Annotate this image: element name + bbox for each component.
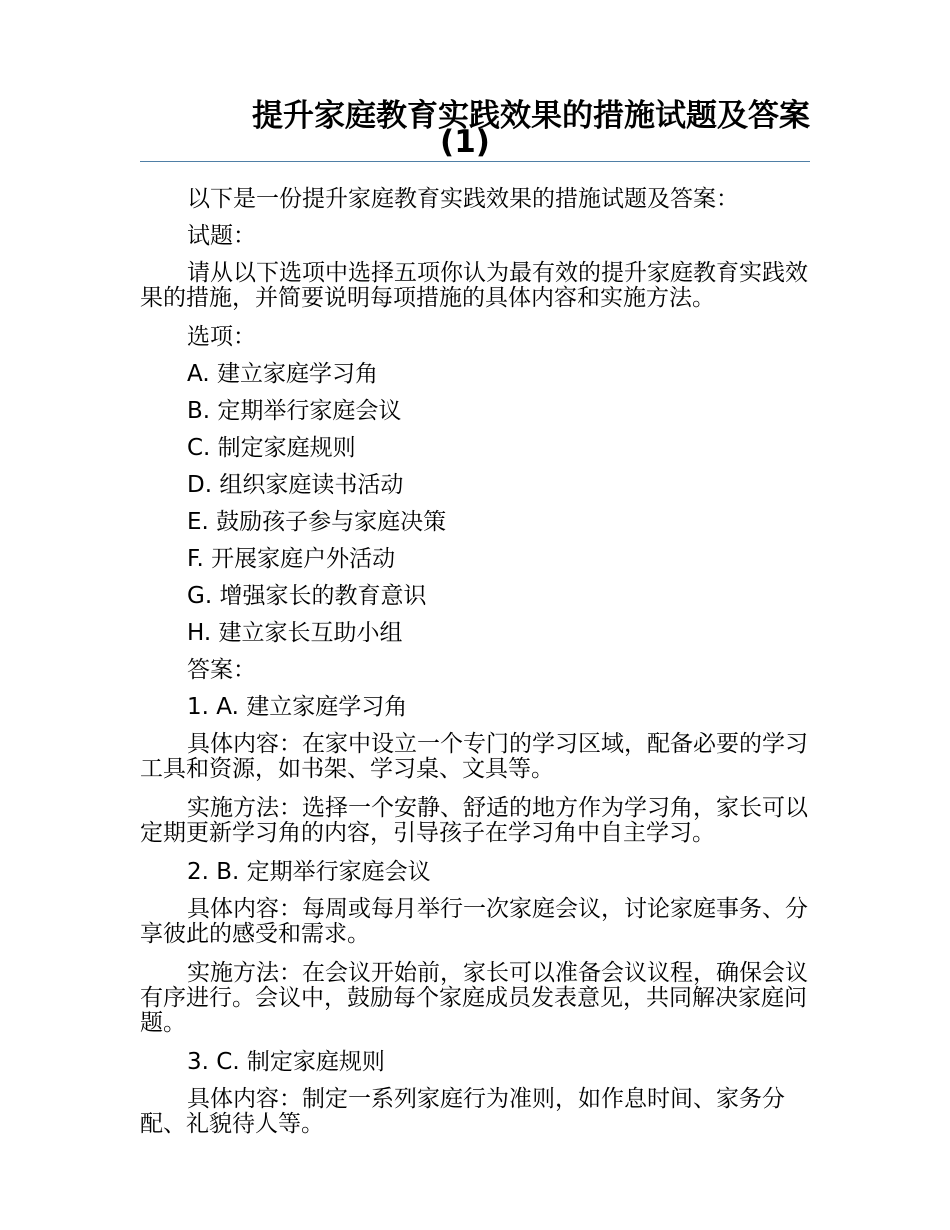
- intro-paragraph: 以下是一份提升家庭教育实践效果的措施试题及答案：: [187, 186, 739, 212]
- title-line-1: 提升家庭教育实践效果的措施试题及答案: [252, 98, 810, 134]
- answer-heading: 1. A. 建立家庭学习角: [187, 694, 408, 720]
- option-item: C. 制定家庭规则: [187, 435, 356, 461]
- option-item: A. 建立家庭学习角: [187, 361, 378, 387]
- answer-heading: 2. B. 定期举行家庭会议: [187, 859, 431, 885]
- document-body: [140, 181, 810, 1145]
- answer-method: 实施方法：选择一个安静、舒适的地方作为学习角，家长可以定期更新学习角的内容，引导孩子在学习角中自主学习。: [140, 795, 808, 846]
- answer-content: 具体内容：制定一系列家庭行为准则，如作息时间、家务分配、礼貌待人等。: [140, 1086, 785, 1137]
- answer-method: 实施方法：在会议开始前，家长可以准备会议议程，确保会议有序进行。会议中，鼓励每个家庭成员发表意见，共同解决家庭问题。: [140, 960, 808, 1036]
- question-text: 请从以下选项中选择五项你认为最有效的提升家庭教育实践效果的措施，并简要说明每项措施的具体内容和实施方法。: [140, 260, 808, 311]
- option-item: D. 组织家庭读书活动: [187, 472, 404, 498]
- document-title: [140, 100, 810, 158]
- title-line-2: (1): [440, 124, 490, 160]
- option-item: G. 增强家长的教育意识: [187, 583, 427, 609]
- option-item: F. 开展家庭户外活动: [187, 546, 396, 572]
- questions-heading: 试题：: [187, 223, 256, 249]
- option-item: B. 定期举行家庭会议: [187, 398, 402, 424]
- options-heading: 选项：: [187, 324, 256, 350]
- option-item: E. 鼓励孩子参与家庭决策: [187, 509, 447, 535]
- answers-heading: 答案：: [187, 657, 256, 683]
- answer-content: 具体内容：在家中设立一个专门的学习区域，配备必要的学习工具和资源，如书架、学习桌、文具等。: [140, 731, 808, 782]
- title-divider: [140, 161, 810, 162]
- option-item: H. 建立家长互助小组: [187, 620, 403, 646]
- answer-heading: 3. C. 制定家庭规则: [187, 1049, 385, 1075]
- answer-content: 具体内容：每周或每月举行一次家庭会议，讨论家庭事务、分享彼此的感受和需求。: [140, 896, 808, 947]
